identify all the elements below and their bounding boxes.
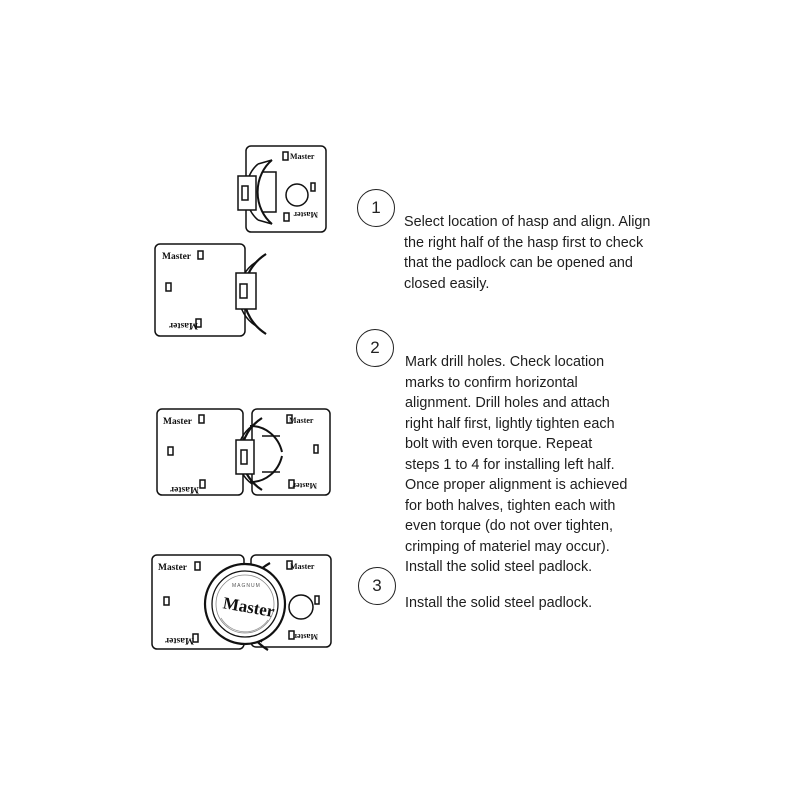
step-number-label: 1 xyxy=(371,198,381,217)
step-2-instructions xyxy=(405,352,627,578)
step-3-number xyxy=(358,567,396,605)
step-2-number xyxy=(356,329,394,367)
instruction-line: Install the solid steel padlock. xyxy=(405,595,593,611)
hasp-brand-label: Master xyxy=(162,252,192,262)
instruction-line: Select location of hasp and align. Align xyxy=(404,214,651,230)
instruction-line: that the padlock can be opened and xyxy=(404,255,633,271)
hasp-brand-label: Master xyxy=(158,563,188,573)
hasp-brand-label: Master xyxy=(289,416,314,425)
instruction-line: for both halves, tighten each with xyxy=(405,497,616,514)
hasp-brand-label-inverted: Master xyxy=(293,210,318,219)
hasp-brand-label: Master xyxy=(290,562,315,571)
instruction-line: steps 1 to 4 for installing left half. xyxy=(405,456,615,473)
hasp-brand-label-inverted: Master xyxy=(169,484,199,494)
hasp-brand-label: Master xyxy=(163,417,193,427)
instruction-line: alignment. Drill holes and attach xyxy=(405,395,610,411)
padlock-top-label: MAGNUM xyxy=(232,583,261,589)
hasp-brand-label-inverted: Master xyxy=(293,632,318,641)
instruction-line: marks to confirm horizontal xyxy=(405,374,578,391)
instruction-line: Once proper alignment is achieved xyxy=(405,477,628,493)
instruction-line: the right half of the hasp first to check xyxy=(404,234,644,251)
instruction-line: right half first, lightly tighten each xyxy=(405,415,615,432)
step-number-label: 2 xyxy=(370,338,380,357)
step-number-label: 3 xyxy=(372,576,382,595)
step-3-instructions xyxy=(405,593,592,614)
instruction-line: Mark drill holes. Check location xyxy=(405,354,605,370)
instruction-line: bolt with even torque. Repeat xyxy=(405,436,593,452)
hasp-brand-label-inverted: Master xyxy=(168,320,198,330)
step-1-number xyxy=(357,189,395,227)
hasp-brand-label-inverted: Master xyxy=(292,481,317,490)
instruction-line: Install the solid steel padlock. xyxy=(405,559,593,575)
padlock-brand-label: Master xyxy=(221,593,277,622)
instruction-line: closed easily. xyxy=(404,275,490,292)
step-1-instructions xyxy=(404,212,650,294)
hasp-brand-label-inverted: Master xyxy=(164,635,194,645)
instruction-line: crimping of materiel may occur). xyxy=(405,538,610,555)
instruction-line: even torque (do not over tighten, xyxy=(405,518,614,534)
hasp-brand-label: Master xyxy=(290,152,315,161)
